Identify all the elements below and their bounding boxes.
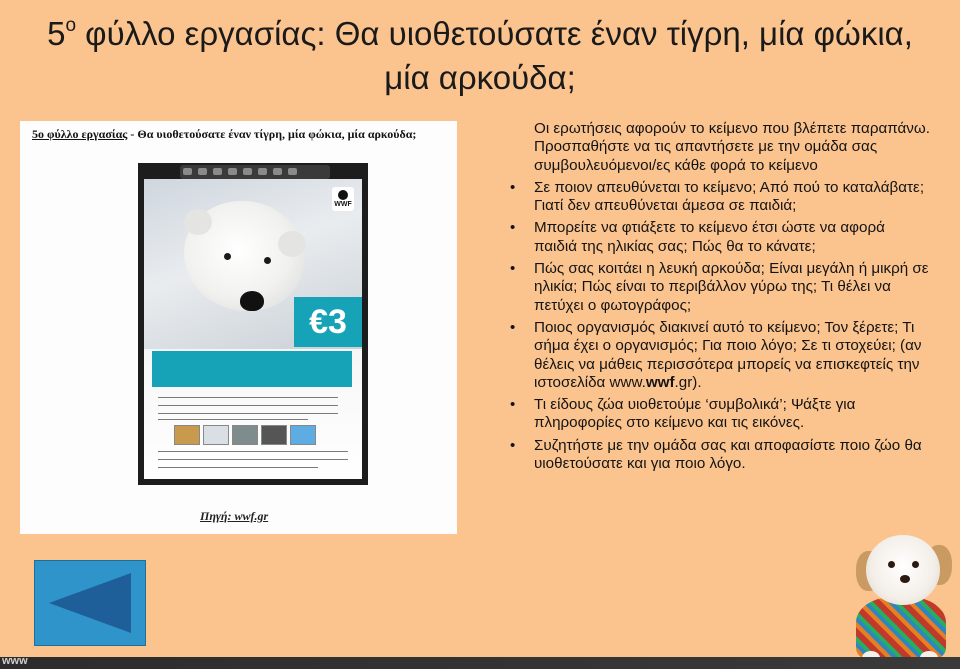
viewer-button: [273, 168, 282, 175]
footer-strip: [0, 657, 960, 669]
bear-nose: [240, 291, 264, 311]
viewer-button: [183, 168, 192, 175]
scan-caption-rest: - Θα υιοθετούσατε έναν τίγρη, μία φώκια, μία αρκούδα;: [127, 127, 417, 141]
panda-thumbnail: [261, 425, 287, 445]
bullet-marker: •: [510, 178, 516, 196]
bear-ear: [278, 231, 306, 257]
scan-source: Πηγή: wwf.gr: [200, 509, 269, 523]
form-line: [158, 419, 308, 420]
question-item: [510, 219, 930, 256]
viewer-button: [228, 168, 237, 175]
form-line: [158, 451, 348, 452]
viewer-button: [258, 168, 267, 175]
dog-nose: [900, 575, 910, 583]
bullet-text: Σε ποιον απευθύνεται το κείμενο; Από πού το καταλάβατε; Γιατί δεν απευθύνεται άμεσα σε παιδιά;: [534, 178, 925, 215]
bullet-text: Μπορείτε να φτιάξετε το κείμενο έτσι ώστε να αφορά παιδιά της ηλικίας σας; Πώς θα το κάνατε;: [534, 219, 885, 255]
form-line: [158, 405, 338, 406]
seal-thumbnail: [232, 425, 258, 445]
bullet-text: Οι ερωτήσεις αφορούν το κείμενο που βλέπετε παραπάνω. Προσπαθήστε να τις απαντήσετε με την ομάδα σας συμβουλευόμενοι/ες κάθε φορά το κείμενο: [534, 120, 930, 174]
bullet-marker: •: [510, 318, 516, 336]
question-item: [510, 260, 930, 315]
form-line: [158, 467, 318, 468]
bullet-marker: •: [510, 436, 516, 454]
viewer-button: [243, 168, 252, 175]
scan-caption: [32, 127, 416, 142]
polar-bear-thumbnail: [203, 425, 229, 445]
dolphin-thumbnail: [290, 425, 316, 445]
leaflet-page: [144, 179, 362, 479]
wwf-panda-logo: WWF: [332, 187, 354, 211]
back-arrow-icon: [47, 573, 133, 633]
viewer-button: [288, 168, 297, 175]
title-superscript: ο: [65, 15, 77, 36]
document-viewer-toolbar: [180, 165, 330, 179]
scan-caption-underlined: 5ο φύλλο εργασίας: [32, 127, 128, 141]
question-list: [510, 120, 930, 477]
bullet-text-bold: wwf: [645, 373, 675, 391]
question-item: [510, 319, 930, 392]
bullet-marker: •: [510, 260, 516, 278]
bear-ear: [184, 209, 212, 235]
form-line: [158, 413, 338, 414]
polar-bear-photo: [144, 179, 362, 349]
bear-eye: [224, 253, 231, 260]
title-text: φύλλο εργασίας: Θα υιοθετούσατε έναν τίγρη, μία φώκια, μία αρκούδα;: [76, 15, 913, 96]
polar-bear-head: [184, 201, 304, 311]
tiger-thumbnail: [174, 425, 200, 445]
dog-eye: [888, 561, 895, 568]
question-item: [510, 396, 930, 433]
bear-eye: [264, 257, 271, 264]
footer-text: www: [2, 655, 28, 667]
bullet-text: Συζητήστε με την ομάδα σας και αποφασίστε ποιο ζώο θα υιοθετούσατε και για ποιο λόγο.: [534, 436, 922, 473]
wwf-leaflet: [138, 163, 368, 485]
question-item: [510, 437, 930, 474]
question-item: [510, 179, 930, 216]
title-number: 5: [47, 15, 66, 52]
animal-thumbnails: [174, 425, 319, 450]
bullet-text: Τι είδους ζώα υιοθετούμε ‘συμβολικά’; Ψάξτε για πληροφορίες στο κείμενο και τις εικόνες.: [534, 396, 856, 432]
bullet-text: Πώς σας κοιτάει η λευκή αρκούδα; Είναι μεγάλη ή μικρή σε ηλικία; Πώς είναι το περιβάλλον γύρω της; Τι θέλει να πετύχει ο φωτογράφος;: [534, 260, 929, 314]
bullet-text: Ποιος οργανισμός διακινεί αυτό το κείμενο; Τον ξέρετε; Τι σήμα έχει ο οργανισμός; Για ποιο λόγο; Σε τι στοχεύει; (αν θέλεις να μάθεις περισσότερα μπορείς να επισκεφτείς την ιστοσελίδα www.: [534, 318, 922, 391]
leaflet-blue-textbox: [152, 351, 352, 387]
bullet-marker: •: [510, 219, 516, 237]
slide-title: [40, 4, 920, 100]
dog-head: [866, 535, 940, 605]
puppy-decoration-image: [842, 531, 960, 669]
form-line: [158, 459, 348, 460]
intro-text: [510, 120, 930, 175]
viewer-button: [213, 168, 222, 175]
previous-slide-button[interactable]: [34, 560, 146, 646]
bullet-text-end: .gr).: [674, 373, 702, 391]
price-badge: €3: [294, 297, 362, 347]
form-line: [158, 397, 338, 398]
bullet-marker: •: [510, 396, 516, 414]
dog-eye: [912, 561, 919, 568]
worksheet-scan-image: [20, 121, 457, 534]
viewer-button: [198, 168, 207, 175]
